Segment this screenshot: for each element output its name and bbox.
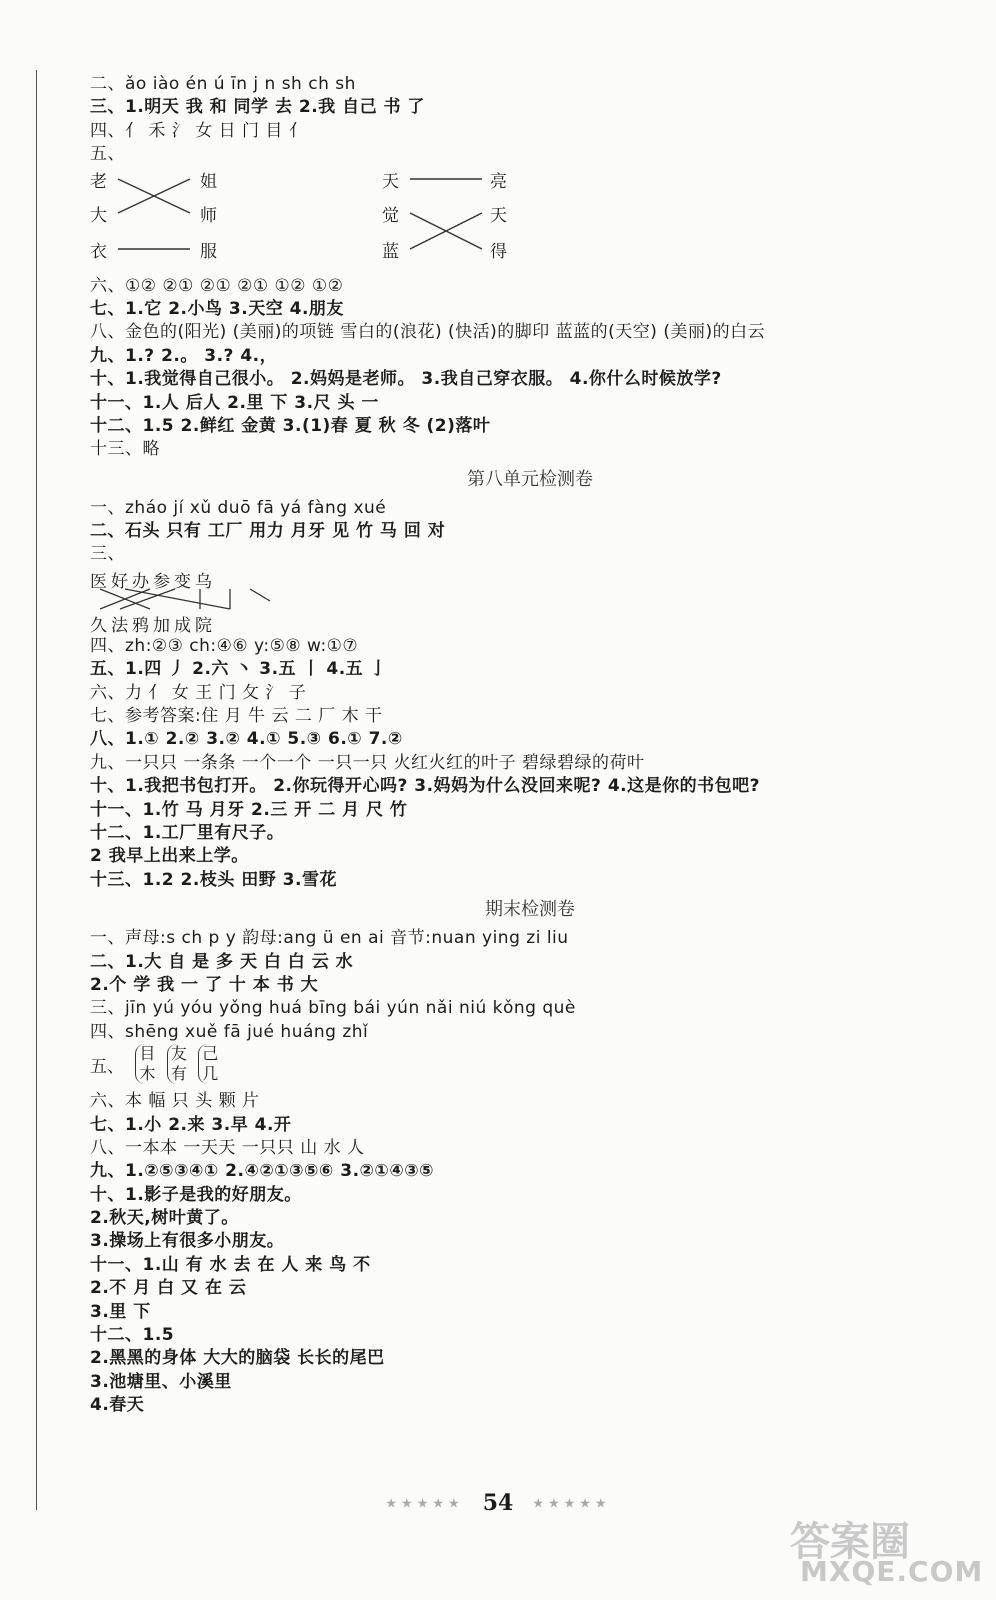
brace-group	[167, 1044, 187, 1084]
answer-line: 二、1.大 自 是 多 天 白 白 云 水	[90, 951, 354, 972]
answer-line: 二、石头 只有 工厂 用力 月牙 见 竹 马 回 对	[90, 521, 446, 542]
match-line	[250, 589, 270, 601]
answer-line: 四、zh:②③ ch:④⑥ y:⑤⑧ w:①⑦	[90, 635, 359, 656]
answer-line: 七、1.小 2.来 3.早 4.开	[90, 1114, 292, 1135]
match-char: 觉	[382, 205, 399, 226]
match-char: 得	[490, 241, 507, 262]
answer-line: 八、金色的(阳光) (美丽)的项链 雪白的(浪花) (快活)的脚印 蓝蓝的(天空) (美丽)的白云	[90, 322, 766, 343]
answer-line: 十二、1.5 2.鲜红 金黄 3.(1)春 夏 秋 冬 (2)落叶	[90, 415, 491, 436]
match-char: 天	[490, 205, 507, 226]
answer-line: 3.操场上有很多小朋友。	[90, 1231, 285, 1252]
answer-line: 八、1.① 2.② 3.② 4.① 5.③ 6.① 7.②	[90, 729, 403, 750]
brace-char: 有	[170, 1064, 187, 1084]
answer-line: 4.春天	[90, 1395, 145, 1416]
unit8-section-a	[90, 497, 970, 567]
answer-line: 三、1.明天 我 和 同学 去 2.我 自己 书 了	[90, 97, 425, 118]
brace-char: 木	[139, 1064, 156, 1084]
answer-line: 3.里 下	[90, 1301, 151, 1322]
section-title-unit8: 第八单元检测卷	[467, 468, 593, 490]
matching-lines	[90, 167, 970, 275]
answer-line: 十一、1.竹 马 月牙 2.三 开 二 月 尺 竹	[90, 799, 408, 820]
answer-line: 二、ǎo iào én ú īn j n sh ch sh	[90, 74, 356, 94]
brace-char: 目	[139, 1044, 156, 1064]
match-char: 姐	[200, 171, 217, 192]
match-line	[120, 589, 175, 609]
answer-line: 七、1.它 2.小鸟 3.天空 4.朋友	[90, 298, 344, 319]
answer-line: 九、1.②⑤③④① 2.④②①③⑤⑥ 3.②①④③⑤	[90, 1161, 434, 1182]
match-char: 老	[90, 171, 107, 192]
match-char: 蓝	[382, 241, 399, 262]
page-number: 54	[482, 1490, 514, 1516]
brace-char: 几	[202, 1064, 219, 1084]
answer-line: 2 我早上出来上学。	[90, 846, 249, 867]
star-decoration-left: ★★★★★	[385, 1496, 464, 1512]
match-char: 衣	[90, 241, 107, 262]
margin-line	[36, 70, 37, 1510]
answer-line: 九、1.? 2.。 3.? 4.，	[90, 345, 278, 366]
match-char: 服	[200, 241, 217, 262]
answer-line: 十、1.我把书包打开。 2.你玩得开心吗? 3.妈妈为什么没回来呢? 4.这是你的书包吧?	[90, 776, 760, 797]
brace-group	[135, 1044, 155, 1084]
answer-line: 三、jīn yú yóu yǒng huá bīng bái yún nǎi niú kǒng què	[90, 998, 576, 1019]
match-char: 师	[200, 205, 217, 226]
answer-line: 十三、1.2 2.枝头 田野 3.雪花	[90, 869, 337, 890]
answer-line: 3.池塘里、小溪里	[90, 1371, 232, 1392]
brace-char: 友	[170, 1044, 187, 1064]
section-title-final: 期末检测卷	[485, 899, 575, 921]
question-number: 五、	[90, 1057, 124, 1078]
answer-line: 十、1.影子是我的好朋友。	[90, 1184, 302, 1205]
answer-line: 三、	[90, 544, 125, 565]
answer-line: 六、力 亻 女 王 门 攵 氵 子	[90, 682, 307, 703]
brace-char: 己	[202, 1044, 219, 1064]
answer-line: 五、	[90, 144, 125, 165]
watermark-logo: 答案圈	[790, 1519, 910, 1565]
answer-line: 十二、1.5	[90, 1325, 175, 1346]
match-char: 天	[382, 171, 399, 192]
answer-line: 2.黑黑的身体 大大的脑袋 长长的尾巴	[90, 1348, 385, 1369]
answer-line: 十一、1.人 后人 2.里 下 3.尺 头 一	[90, 392, 379, 413]
answer-line: 2.秋天,树叶黄了。	[90, 1208, 239, 1229]
answer-line: 十、1.我觉得自己很小。 2.妈妈是老师。 3.我自己穿衣服。 4.你什么时候放学?	[90, 369, 722, 390]
answer-line: 四、shēng xuě fā jué huáng zhǐ	[90, 1021, 369, 1042]
final-section-b	[90, 1090, 970, 1417]
unit7-section-a	[90, 73, 970, 167]
match-char: 亮	[490, 171, 507, 192]
answer-line: 2.不 月 白 又 在 云	[90, 1278, 247, 1299]
final-section-a	[90, 927, 970, 1044]
answer-line: 2.个 学 我 一 了 十 本 书 大	[90, 974, 319, 995]
answer-line: 十三、略	[90, 439, 160, 460]
brace-group	[198, 1044, 218, 1084]
watermark-url: MXQE.COM	[800, 1555, 984, 1588]
answer-page	[90, 73, 970, 1418]
answer-line: 十二、1.工厂里有尺子。	[90, 822, 285, 843]
answer-line: 六、①② ②① ②① ②① ①② ①②	[90, 275, 344, 296]
match-char: 大	[90, 205, 107, 226]
answer-line: 一、声母:s ch p y 韵母:ang ü en ai 音节:nuan ying zi liu	[90, 928, 569, 949]
unit7-section-b	[90, 275, 970, 462]
answer-line: 四、亻 禾 氵 女 日 门 目 亻	[90, 120, 307, 141]
answer-line: 七、参考答案:住 月 牛 云 二 厂 木 干	[90, 706, 383, 727]
match-row-bottom: 久法鸦加成院	[90, 615, 216, 636]
match-row-top: 医好办参变乌	[90, 571, 216, 592]
answer-line: 六、本 幅 只 头 颗 片	[90, 1091, 260, 1112]
final-q5-braces	[90, 1044, 970, 1090]
unit7-matching-diagram	[90, 167, 970, 275]
unit8-section-b	[90, 635, 970, 892]
answer-line: 八、一本本 一天天 一只只 山 水 人	[90, 1137, 365, 1158]
answer-line: 九、一只只 一条条 一个一个 一只一只 火红火红的叶子 碧绿碧绿的荷叶	[90, 752, 645, 773]
answer-line: 十一、1.山 有 水 去 在 人 来 鸟 不	[90, 1254, 371, 1275]
answer-line: 五、1.四 丿 2.六 丶 3.五 丨 4.五 亅	[90, 659, 388, 680]
unit8-matching-diagram	[90, 567, 970, 635]
answer-line: 一、zháo jí xǔ duō fā yá fàng xué	[90, 497, 387, 518]
star-decoration-right: ★★★★★	[532, 1496, 611, 1512]
